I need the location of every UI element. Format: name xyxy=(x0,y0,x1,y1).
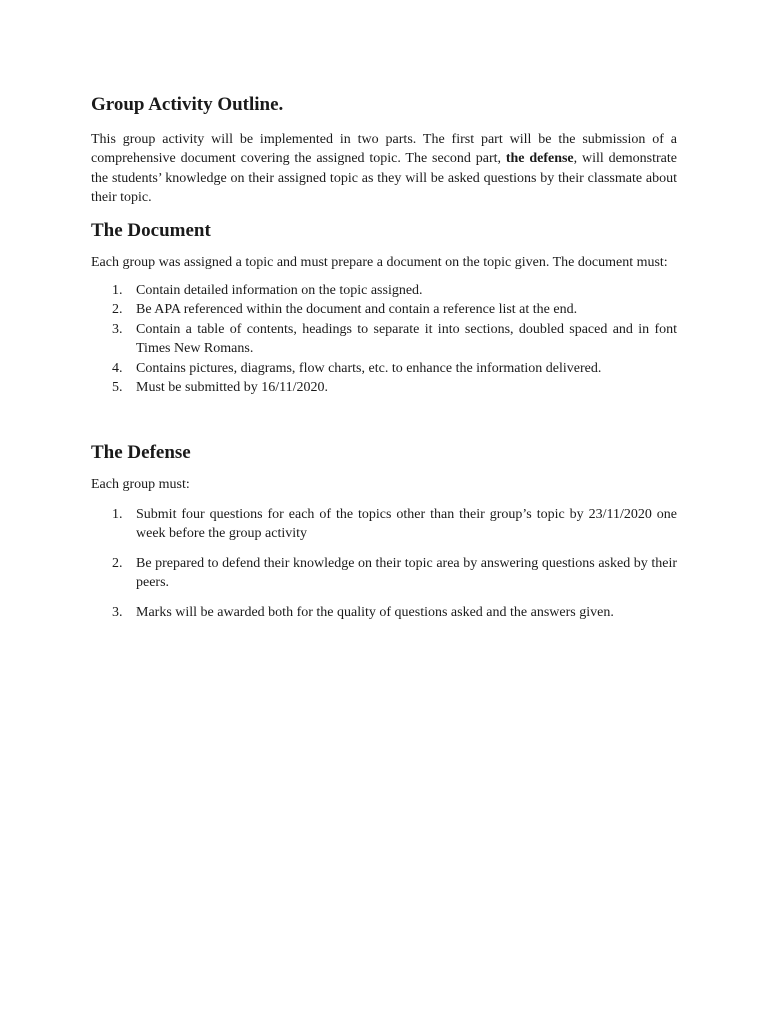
document-section-intro: Each group was assigned a topic and must prepare a document on the topic given. The document must: xyxy=(91,254,668,270)
list-item-text: Marks will be awarded both for the quality of questions asked and the answers given. xyxy=(136,604,614,620)
list-item-number: 3. xyxy=(112,604,123,620)
list-item xyxy=(91,378,677,397)
list-item-text: Contains pictures, diagrams, flow charts, etc. to enhance the information delivered. xyxy=(136,360,602,376)
intro-paragraph xyxy=(91,130,677,208)
list-item-number: 4. xyxy=(112,360,123,376)
list-item xyxy=(91,505,677,544)
defense-requirements-list xyxy=(91,505,677,622)
document-title: Group Activity Outline. xyxy=(91,94,284,115)
list-item-number: 5. xyxy=(112,380,123,396)
list-item-text: Be prepared to defend their knowledge on their topic area by answering questions asked by their peers. xyxy=(136,555,677,591)
list-item xyxy=(91,320,677,359)
defense-section-intro: Each group must: xyxy=(91,477,190,493)
list-item xyxy=(91,300,677,319)
list-item-number: 1. xyxy=(112,506,123,522)
intro-text-start: This group activity will be implemented in two parts. The first part will be the submission of a comprehensive document covering the assigned topic. The second part, xyxy=(91,132,677,167)
document-section-heading: The Document xyxy=(91,219,211,241)
list-item xyxy=(91,603,677,622)
list-item-number: 3. xyxy=(112,321,123,337)
list-item-text: Contain detailed information on the topic assigned. xyxy=(136,283,423,299)
intro-text-end: , will demonstrate the students’ knowledge on their assigned topic as they will be asked questions by their classmate about their topic. xyxy=(91,151,677,206)
document-page xyxy=(91,92,677,632)
list-item xyxy=(91,554,677,593)
list-item-text: Contain a table of contents, headings to separate it into sections, doubled spaced and in font Times New Romans. xyxy=(136,321,677,357)
intro-bold-phrase: the defense xyxy=(505,151,574,167)
list-item-number: 2. xyxy=(112,555,123,571)
list-item-text: Submit four questions for each of the topics other than their group’s topic by 23/11/2020 one week before the group activity xyxy=(136,506,677,542)
list-item xyxy=(91,359,677,378)
list-item-text: Must be submitted by 16/11/2020. xyxy=(136,380,328,396)
list-item-number: 1. xyxy=(112,283,123,299)
list-item-number: 2. xyxy=(112,302,123,318)
document-requirements-list xyxy=(91,281,677,397)
list-item-text: Be APA referenced within the document and contain a reference list at the end. xyxy=(136,302,578,318)
defense-section-heading: The Defense xyxy=(91,442,191,464)
list-item xyxy=(91,281,677,300)
